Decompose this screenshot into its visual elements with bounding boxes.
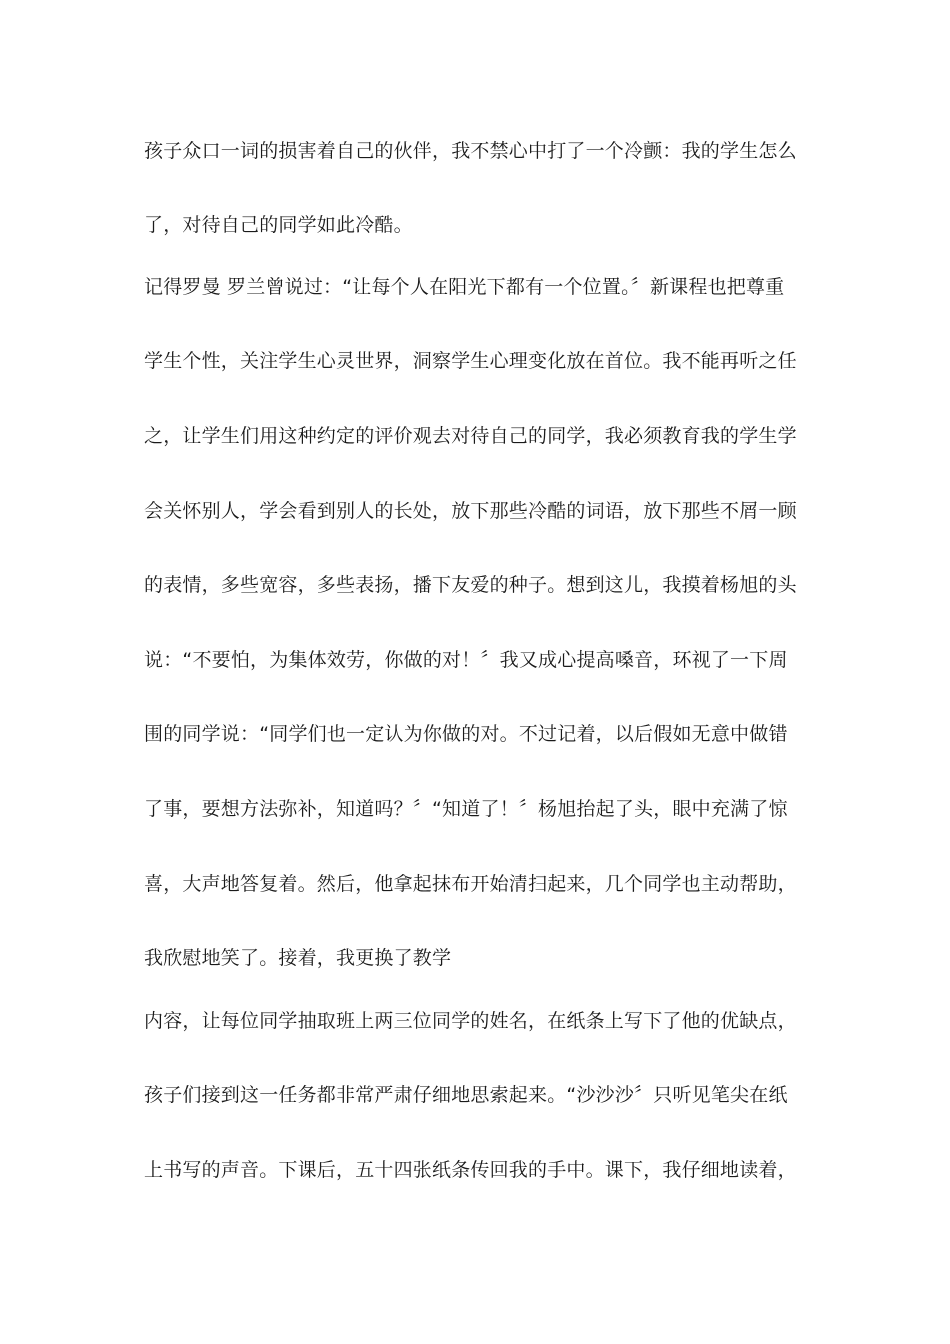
text-line: 记得罗曼 罗兰曾说过：“让每个人在阳光下都有一个位置。〞新课程也把尊重 — [144, 276, 785, 298]
text-line: 说：“不要怕，为集体效劳，你做的对！〞我又成心提高嗓音，环视了一下周 — [144, 649, 788, 671]
text-line: 了事，要想方法弥补，知道吗？〞“知道了！〞杨旭抬起了头，眼中充满了惊 — [144, 798, 788, 820]
text-line: 上书写的声音。下课后，五十四张纸条传回我的手中。课下，我仔细地读着， — [144, 1159, 797, 1181]
text-line: 孩子众口一词的损害着自己的伙伴，我不禁心中打了一个冷颤：我的学生怎么 — [144, 140, 797, 162]
text-line: 围的同学说：“同学们也一定认为你做的对。不过记着，以后假如无意中做错 — [144, 723, 788, 745]
text-line: 孩子们接到这一任务都非常严肃仔细地思索起来。“沙沙沙〞只听见笔尖在纸 — [144, 1084, 788, 1106]
text-line: 学生个性，关注学生心灵世界，洞察学生心理变化放在首位。我不能再听之任 — [144, 350, 797, 372]
text-line: 内容，让每位同学抽取班上两三位同学的姓名，在纸条上写下了他的优缺点， — [144, 1010, 797, 1032]
text-line: 喜，大声地答复着。然后，他拿起抹布开始清扫起来，几个同学也主动帮助， — [144, 873, 797, 895]
text-line: 的表情，多些宽容，多些表扬，播下友爱的种子。想到这儿，我摸着杨旭的头 — [144, 574, 797, 596]
text-line: 会关怀别人，学会看到别人的长处，放下那些冷酷的词语，放下那些不屑一顾 — [144, 500, 797, 522]
text-line: 了，对待自己的同学如此冷酷。 — [144, 214, 413, 236]
text-line: 我欣慰地笑了。接着，我更换了教学 — [144, 947, 452, 969]
text-line: 之，让学生们用这种约定的评价观去对待自己的同学，我必须教育我的学生学 — [144, 425, 797, 447]
